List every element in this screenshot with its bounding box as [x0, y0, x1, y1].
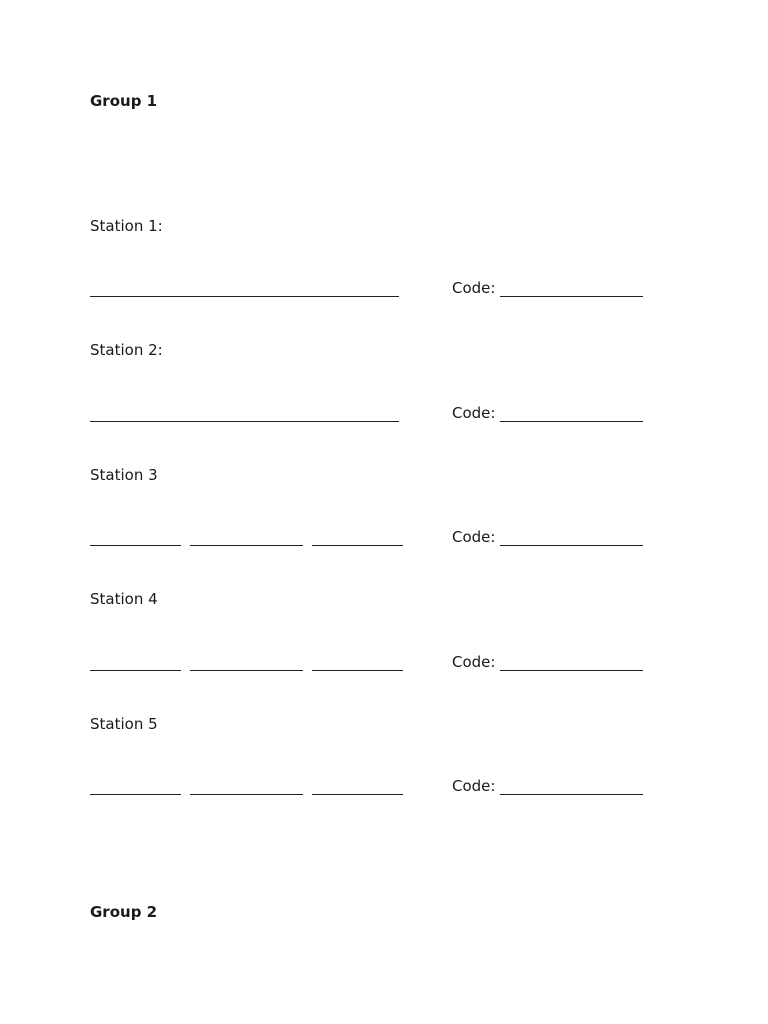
station-1-answer-line[interactable] — [90, 296, 399, 297]
station-3-answer-line-3[interactable] — [312, 545, 403, 546]
station-2-code-label: Code: — [452, 404, 496, 422]
station-3-code-label: Code: — [452, 528, 496, 546]
station-3-answer-line-1[interactable] — [90, 545, 181, 546]
station-3-label: Station 3 — [90, 466, 158, 484]
station-4-label: Station 4 — [90, 590, 158, 608]
station-5-code-label: Code: — [452, 777, 496, 795]
station-5-answer-line-3[interactable] — [312, 794, 403, 795]
group-2-title: Group 2 — [90, 903, 158, 921]
station-4-answer-line-3[interactable] — [312, 670, 403, 671]
station-1-code-label: Code: — [452, 279, 496, 297]
station-4-answer-line-2[interactable] — [190, 670, 303, 671]
station-2-label: Station 2: — [90, 341, 163, 359]
group-1-title: Group 1 — [90, 92, 158, 110]
station-1-code-line[interactable] — [500, 296, 643, 297]
station-3-code-line[interactable] — [500, 545, 643, 546]
station-2-answer-line[interactable] — [90, 421, 399, 422]
station-4-code-line[interactable] — [500, 670, 643, 671]
station-5-answer-line-1[interactable] — [90, 794, 181, 795]
station-5-code-line[interactable] — [500, 794, 643, 795]
station-4-answer-line-1[interactable] — [90, 670, 181, 671]
station-1-label: Station 1: — [90, 217, 163, 235]
station-5-answer-line-2[interactable] — [190, 794, 303, 795]
station-3-answer-line-2[interactable] — [190, 545, 303, 546]
station-4-code-label: Code: — [452, 653, 496, 671]
station-2-code-line[interactable] — [500, 421, 643, 422]
station-5-label: Station 5 — [90, 715, 158, 733]
